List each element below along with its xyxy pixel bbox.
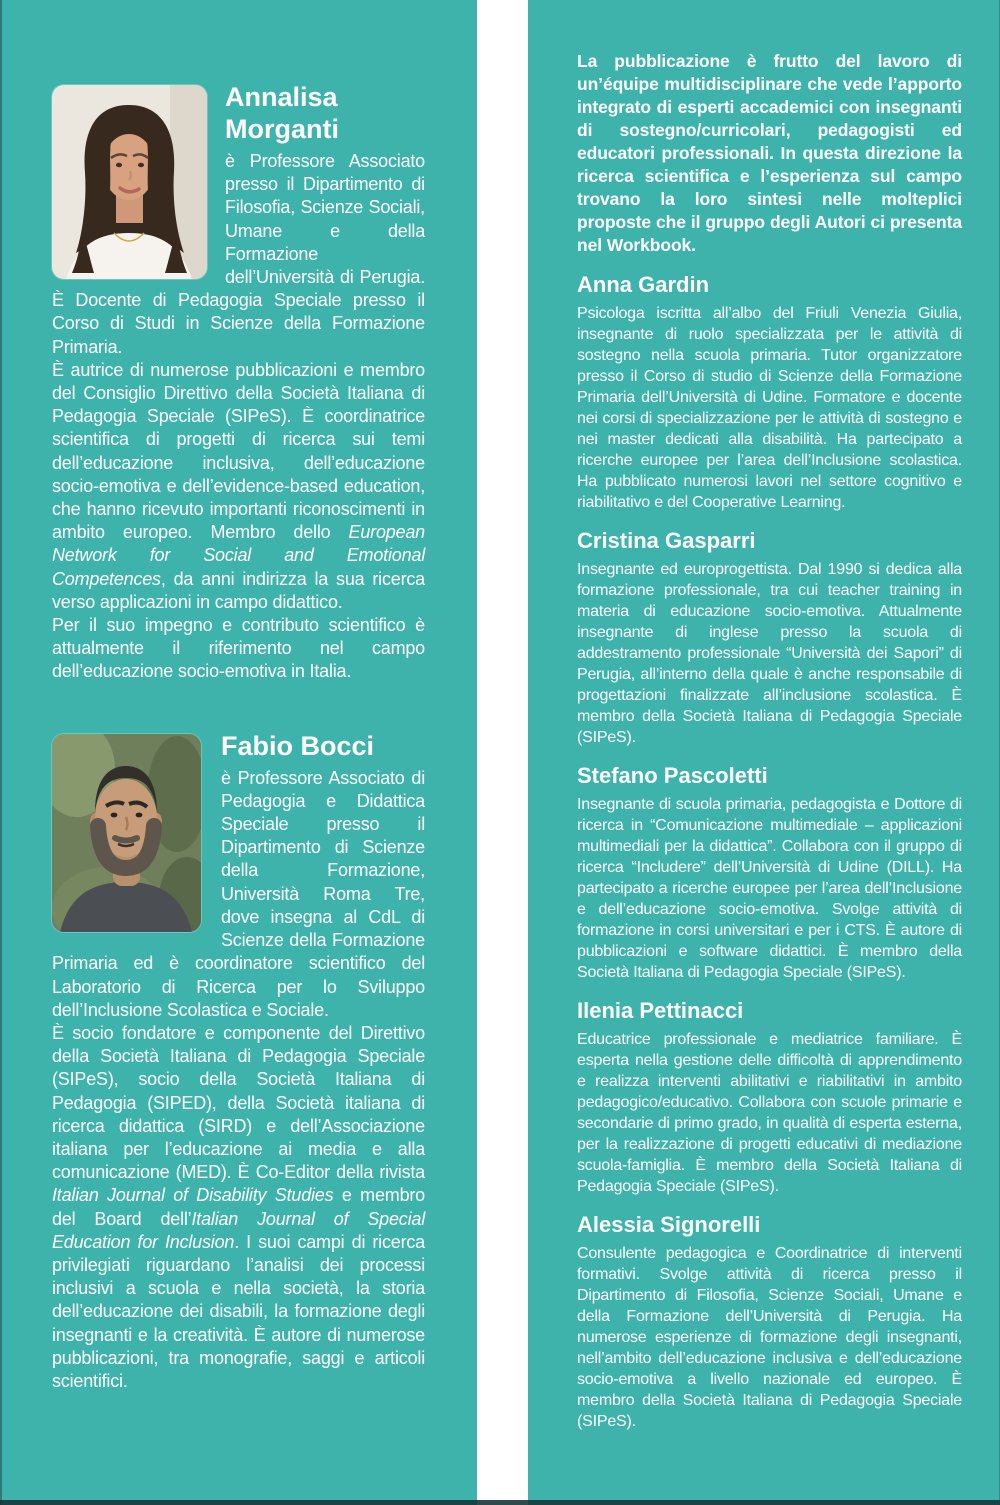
portrait-illustration-annalisa [52,85,207,279]
journal-title-italic: Italian Journal of Special Education for Inclusion [52,1208,426,1252]
contributor-name: Anna Gardin [577,272,710,297]
contributor-name: Ilenia Pettinacci [577,998,744,1023]
publication-intro-paragraph: La pubblicazione è frutto del lavoro di un’équipe multidisciplinare che vede l’apporto integrato di esperti accademici con insegnanti di sostegno/curricolari, pedagogisti ed educatori professionali. In questa direzione la ricerca scientifica e l’esperienza sul campo trovano la loro sintesi nelle molteplici proposte che il gruppo degli Autori ci presenta nel Workbook. [577,51,962,255]
contributor-section-anna-gardin [577,272,962,513]
journal-title-italic: Italian Journal of Disability Studies [52,1185,334,1206]
author-name-line1: Annalisa [225,82,338,112]
author2-paragraph-2-end: . I suoi campi di ricerca privilegiati riguardano l’analisi dei processi inclusivi a scuola e nella società, la storia dell’educazione dei disabili, la formazione degli insegnanti e la creatività. È autore di numerose pubblicazioni, tra monografie, saggi e articoli scientifici. [52,1231,425,1391]
author1-paragraph-1: è Professore Associato presso il Dipartimento di Filosofia, Scienze Sociali, Umane e della Formazione dell’Università di Perugia. È Docente di Pedagogia Speciale presso il Corso di Studi in Scienze della Formazione Primaria. [52,151,425,357]
author1-paragraph-2-text: È autrice di numerose pubblicazioni e membro del Consiglio Direttivo della Società Italiana di Pedagogia Speciale (SIPeS). È coordinatrice scientifica di progetti di ricerca sui temi dell’educazione inclusiva, dell’educazione socio-emotiva e dell’evidence-based education, che hanno ricevuto importanti riconoscimenti in ambito europeo. Membro dello [52,359,425,543]
author-photo-annalisa-morganti [52,85,207,279]
portrait-illustration-fabio [52,734,201,932]
author-section-fabio-bocci [52,730,425,1393]
author-photo-fabio-bocci [52,734,201,932]
scan-edge-left [0,0,2,1505]
author-name-fabio-bocci: Fabio Bocci [221,730,375,761]
contributor-section-cristina-gasparri [577,528,962,748]
author2-paragraph-2-mid: e membro del Board dell’ [52,1185,425,1229]
contributor-name: Alessia Signorelli [577,1212,761,1237]
contributor-section-alessia-signorelli [577,1212,962,1432]
contributor-bio: Insegnante ed europrogettista. Dal 1990 si dedica alla formazione professionale, tra cui teacher training in materia di educazione socio-emotiva. Attualmente insegnante di inglese presso la scuola di addestramento professionale “Università dei Sapori” di Perugia, all’interno della quale è anche responsabile di progettazioni finalizzate all’inclusione scolastica. È membro della Società Italiana di Pedagogia Speciale (SIPeS). [577,561,962,746]
contributor-bio: Insegnante di scuola primaria, pedagogista e Dottore di ricerca in “Comunicazione multimediale – applicazioni multimediali per la didattica”. Collabora con il gruppo di ricerca “Includere” dell’Università di Udine (DILL). Ha partecipato a ricerche europee per l’area dell’Inclusione e dell’educazione socio-emotiva. Svolge attività di formazione in corsi universitari e per i CTS. È autore di pubblicazioni e software didattici. È membro della Società Italiana di Pedagogia Speciale (SIPeS). [577,796,962,981]
contributor-section-ilenia-pettinacci [577,998,962,1197]
author1-paragraph-2 [52,359,425,614]
author2-paragraph-1: è Professore Associato di Pedagogia e Didattica Speciale presso il Dipartimento di Scienze della Formazione, Università Roma Tre, dove insegna al CdL di Scienze della Formazione Primaria ed è coordinatore scientifico del Laboratorio di Ricerca per lo Sviluppo dell’Inclusione Scolastica e Sociale. [52,767,425,1020]
right-panel [528,0,1000,1505]
left-panel [0,0,477,1505]
author1-paragraph-2-text-end: , da anni indirizza la sua ricerca verso applicazioni in campo didattico. [52,568,425,612]
author-section-annalisa-morganti [52,81,425,684]
contributor-bio: Consulente pedagogica e Coordinatrice di interventi formativi. Svolge attività di ricerca presso il Dipartimento di Filosofia, Scienze Sociali, Umane e della Formazione dell’Università di Perugia. Ha numerose esperienze di formazione degli insegnanti, nell’ambito dell’educazione inclusiva e dell’educazione socio-emotiva a livello nazionale ed europeo. È membro della Società Italiana di Pedagogia Speciale (SIPeS). [577,1245,962,1430]
author2-paragraph-2 [52,1022,425,1393]
author-name-line2: Morganti [225,114,339,144]
contributor-section-stefano-pascoletti [577,763,962,983]
contributor-bio: Psicologa iscritta all’albo del Friuli Venezia Giulia, insegnante di ruolo specializzata per le attività di sostegno nella scuola primaria. Tutor organizzatore presso il Corso di studio di Scienze della Formazione Primaria dell’Università di Udine. Formatore e docente nei corsi di specializzazione per le attività di sostegno e nei master dedicati alla disabilità. Ha partecipato a ricerche europee per l’area dell’Inclusione scolastica. Ha pubblicato numerosi lavori nel settore cognitivo e riabilitativo e del Cooperative Learning. [577,305,962,511]
author2-paragraph-2-text: È socio fondatore e componente del Direttivo della Società Italiana di Pedagogia Speciale (SIPeS), socio della Società Italiana di Pedagogia (SIPED), della Società italiana di ricerca didattica (SIRD) e dell’Associazione italiana per l’educazione ai media e alla comunicazione (MED). È Co-Editor della rivista [52,1022,425,1183]
scan-edge-bottom [0,1500,1000,1505]
contributor-name: Cristina Gasparri [577,528,756,553]
contributor-name: Stefano Pascoletti [577,763,768,788]
contributor-bio: Educatrice professionale e mediatrice familiare. È esperta nella gestione delle difficoltà di apprendimento e realizza interventi abilitativi e riabilitativi in ambito pedagogico/educativo. Collabora con scuole primarie e secondarie di primo grado, in qualità di esperta esterna, per la realizzazione di progetti educativi di mediazione scuola-famiglia. È membro della Società Italiana di Pedagogia Speciale (SIPeS). [577,1031,962,1195]
author1-paragraph-3: Per il suo impegno e contributo scientifico è attualmente il riferimento nel campo dell’educazione socio-emotiva in Italia. [52,615,425,682]
journal-title-italic: European Network for Social and Emotional Competences [52,522,425,589]
